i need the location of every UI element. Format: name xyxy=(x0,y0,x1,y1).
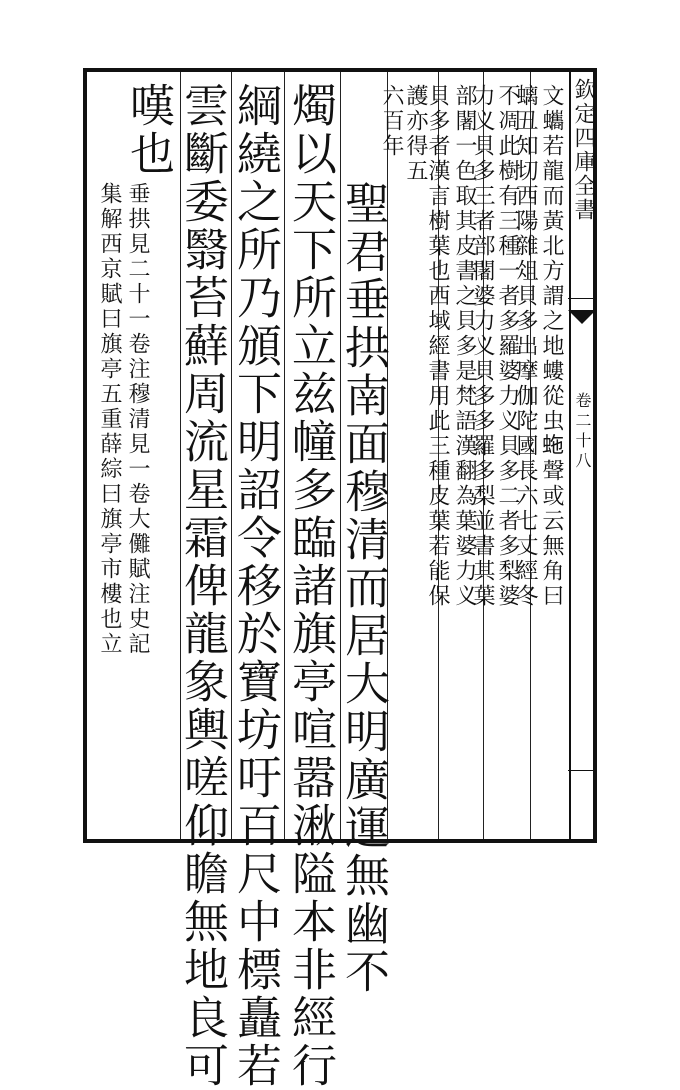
text-column-6: 燭以天下所立兹幢多臨諸旗亭喧嚣湫隘本非經行 xyxy=(284,82,337,1090)
text-column-5: 聖君垂拱南面穆清而居大明廣運無幽不 xyxy=(337,180,390,996)
spine-title: 欽定四庫全書 xyxy=(571,78,596,222)
text-column-1-left: 螭丑知切西陽雜俎貝多出摩伽陀國長六七丈經冬 xyxy=(513,84,538,609)
text-column-10-left: 集解西京賦曰旗亭五重薛綜曰旗亭市樓也立 xyxy=(97,182,122,657)
text-column-4-left: 六百年 xyxy=(379,84,404,159)
text-column-1-right: 文蠵若龍而黃北方謂之地螻從虫𧉮聲或云無角曰 xyxy=(539,84,564,609)
text-column-2-right: 不凋此樹有三種一者多羅婆力义貝多二者多梨婆 xyxy=(495,84,520,609)
text-column-3-right: 部闍一色取其皮書之貝多是梵語漢翻為葉婆力义 xyxy=(452,84,477,609)
text-column-2-left: 力义貝多三者部闍婆力义貝多多羅多梨並書其葉 xyxy=(470,84,495,609)
text-column-3-left: 貝多者漢言樹葉也西域經書用此三種皮葉若能保 xyxy=(425,84,450,609)
spine-tick xyxy=(568,770,596,771)
spine-volume: 卷二十八 xyxy=(573,392,592,472)
fish-tail-mark xyxy=(568,310,596,324)
text-column-9: 嘆也 xyxy=(122,82,175,178)
text-column-7: 綱繞之所乃頒下明詔令移於寶坊吁百尺中標矗若 xyxy=(229,82,282,1090)
spine-tick xyxy=(568,298,596,299)
text-column-10-right: 垂拱見二十一卷注穆清見一卷大儺賦注史記 xyxy=(125,182,150,657)
text-column-8: 雲斷委翳苔蘚周流星霜俾龍象輿嗟仰瞻無地良可 xyxy=(176,82,229,1090)
text-column-4-right: 護亦得五 xyxy=(403,84,428,184)
